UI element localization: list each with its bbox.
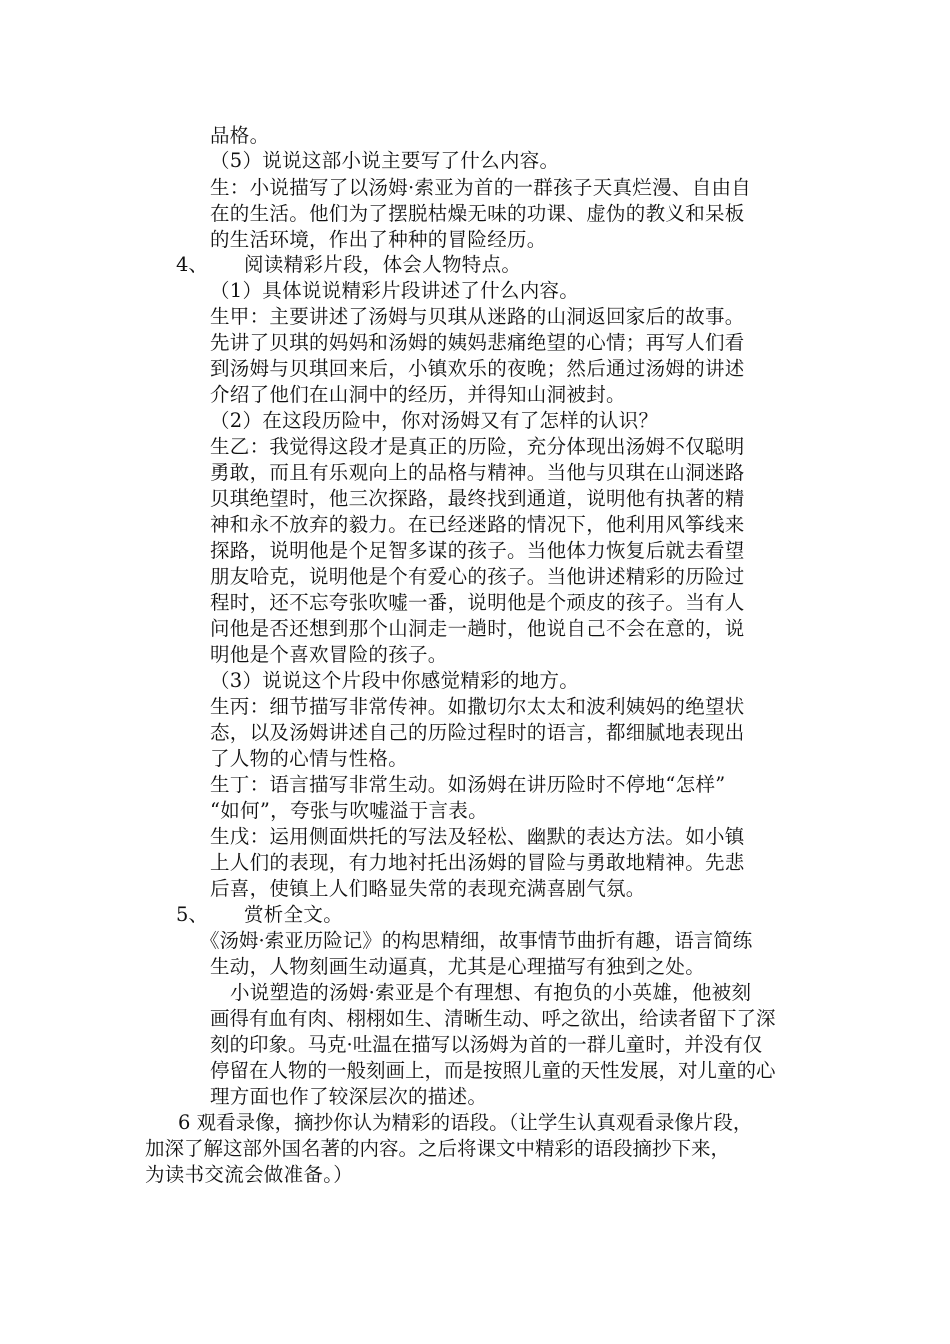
section-heading-4: 阅读精彩片段，体会人物特点。 [244, 253, 522, 276]
text-line: 程时，还不忘夸张吹嘘一番，说明他是个顽皮的孩子。当有人 [210, 591, 745, 614]
text-line: 探路，说明他是个足智多谋的孩子。当他体力恢复后就去看望 [210, 539, 745, 562]
text-line: 贝琪绝望时，他三次探路，最终找到通道，说明他有执著的精 [210, 487, 745, 510]
text-line: 生动，人物刻画生动逼真，尤其是心理描写有独到之处。 [210, 955, 706, 978]
section-heading-5: 赏析全文。 [244, 903, 344, 926]
text-line: 了人物的心情与性格。 [210, 747, 409, 770]
text-line: 为读书交流会做准备。） [145, 1163, 354, 1186]
question-2: （2）在这段历险中，你对汤姆又有了怎样的认识？ [210, 409, 659, 432]
text-line: 《汤姆·索亚历险记》的构思精细，故事情节曲折有趣，语言简练 [200, 929, 753, 952]
text-line: 加深了解这部外国名著的内容。之后将课文中精彩的语段摘抄下来， [145, 1137, 731, 1160]
text-line: 的生活环境，作出了种种的冒险经历。 [210, 228, 547, 251]
text-line: 生乙：我觉得这段才是真正的历险，充分体现出汤姆不仅聪明 [210, 435, 745, 458]
item-number-4: 4、 [176, 253, 208, 276]
text-line: 神和永不放弃的毅力。在已经迷路的情况下，他利用风筝线来 [210, 513, 745, 536]
text-line: 后喜，使镇上人们略显失常的表现充满喜剧气氛。 [210, 877, 646, 900]
text-line: 先讲了贝琪的妈妈和汤姆的姨妈悲痛绝望的心情；再写人们看 [210, 331, 745, 354]
text-line: 理方面也作了较深层次的描述。 [210, 1085, 488, 1108]
text-line: 生戊：运用侧面烘托的写法及轻松、幽默的表达方法。如小镇 [210, 825, 745, 848]
text-line: 态，以及汤姆讲述自己的历险过程时的语言，都细腻地表现出 [210, 721, 745, 744]
text-line: 生丁：语言描写非常生动。如汤姆在讲历险时不停地“怎样” [210, 773, 726, 796]
text-line: 生甲：主要讲述了汤姆与贝琪从迷路的山洞返回家后的故事。 [210, 305, 745, 328]
text-line: 小说塑造的汤姆·索亚是个有理想、有抱负的小英雄，他被刻 [230, 981, 752, 1004]
text-line: 在的生活。他们为了摆脱枯燥无味的功课、虚伪的教义和呆板 [210, 202, 745, 225]
question-1: （1）具体说说精彩片段讲述了什么内容。 [210, 279, 580, 302]
text-line: 朋友哈克，说明他是个有爱心的孩子。当他讲述精彩的历险过 [210, 565, 745, 588]
text-line: 明他是个喜欢冒险的孩子。 [210, 643, 448, 666]
text-line: 生：小说描写了以汤姆·索亚为首的一群孩子天真烂漫、自由自 [210, 176, 752, 199]
question-3: （3）说说这个片段中你感觉精彩的地方。 [210, 669, 580, 692]
text-line: 画得有血有肉、栩栩如生、清晰生动、呼之欲出，给读者留下了深 [210, 1007, 776, 1030]
text-line: 勇敢，而且有乐观向上的品格与精神。当他与贝琪在山洞迷路 [210, 461, 745, 484]
text-line: 上人们的表现，有力地衬托出汤姆的冒险与勇敢地精神。先悲 [210, 851, 745, 874]
text-line: 介绍了他们在山洞中的经历，并得知山洞被封。 [210, 383, 626, 406]
text-line: 停留在人物的一般刻画上，而是按照儿童的天性发展，对儿童的心 [210, 1059, 776, 1082]
text-line: “如何”，夸张与吹嘘溢于言表。 [210, 799, 488, 822]
item-6-line: 6 观看录像，摘抄你认为精彩的语段。（让学生认真观看录像片段， [178, 1111, 753, 1134]
text-line: 问他是否还想到那个山洞走一趟时，他说自己不会在意的，说 [210, 617, 745, 640]
question-5: （5）说说这部小说主要写了什么内容。 [210, 149, 560, 172]
item-number-5: 5、 [176, 903, 208, 926]
text-line: 到汤姆与贝琪回来后，小镇欢乐的夜晚；然后通过汤姆的讲述 [210, 357, 745, 380]
text-line: 生丙：细节描写非常传神。如撒切尔太太和波利姨妈的绝望状 [210, 695, 745, 718]
text-line: 品格。 [210, 124, 270, 147]
text-line: 刻的印象。马克·吐温在描写以汤姆为首的一群儿童时，并没有仅 [210, 1033, 763, 1056]
